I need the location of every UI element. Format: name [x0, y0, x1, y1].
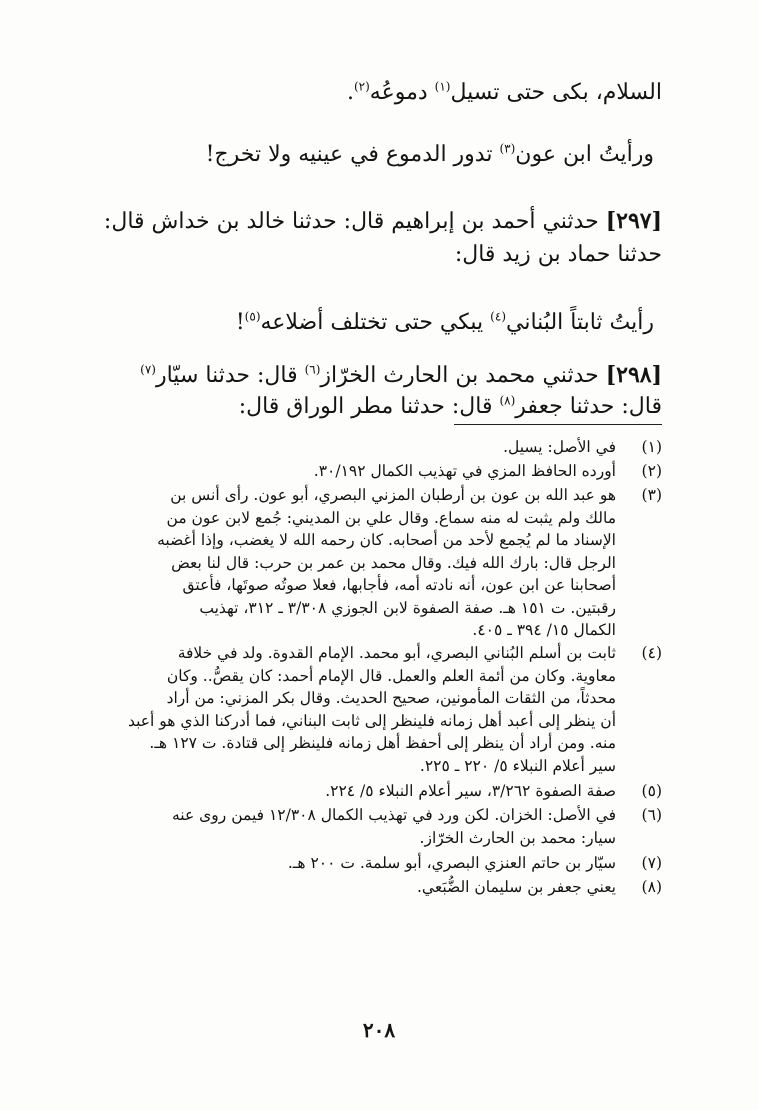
- main-text: حدثني أحمد بن إبراهيم قال: حدثنا خالد بن خداش قال:: [103, 209, 606, 234]
- footnote-text: سير أعلام النبلاء ٥/ ٢٢٠ ـ ٢٢٥.: [419, 756, 616, 775]
- footnote-text: صفة الصفوة ٣/٢٦٢، سير أعلام النبلاء ٥/ ٢٢٤.: [325, 782, 616, 800]
- footnote-text: منه. ومن أراد أن ينظر إلى أحفظ أهل زمانه فلينظر إلى قتادة. ت ١٢٧ هـ.: [149, 734, 616, 752]
- main-text: ورأيتُ ابن عون: [515, 142, 654, 167]
- footnote-ref[interactable]: (٥): [244, 309, 261, 324]
- footnote-text: الإسناد ما لم يُجمع لأحد من أصحابه. كان رحمه الله لا يغضب، وإذا أغضبه: [157, 531, 616, 549]
- footnote-1: [96, 436, 662, 459]
- footnote-6: [96, 804, 662, 849]
- main-text: حدثنا حماد بن زيد قال:: [454, 242, 662, 267]
- footnote-text: الرجل قال: بارك الله فيك. وقال محمد بن عمر بن حرب: قال لنا بعض: [171, 553, 616, 572]
- hadith-number: [٢٩٧]: [605, 208, 662, 234]
- footnote-text: رقبتين. ت ١٥١ هـ. صفة الصفوة لابن الجوزي ٣/٣٠٨ ـ ٣١٢، تهذيب: [199, 598, 616, 617]
- footnote-8: [96, 876, 662, 899]
- main-text: يبكي حتى تختلف أضلاعه: [260, 310, 491, 335]
- main-text: حدثني محمد بن الحارث الخرّاز: [320, 363, 606, 388]
- footnote-ref[interactable]: (١): [434, 79, 451, 94]
- footnote-text: أن ينظر إلى أعبد أهل زمانه فلينظر إلى ثابت البناني، فما أدركنا الذي هو أعبد: [127, 711, 616, 730]
- footnote-number: (٢): [641, 462, 662, 480]
- hadith-298-line-2: [96, 392, 662, 422]
- footnote-3: [96, 484, 662, 642]
- footnote-ref[interactable]: (٧): [140, 362, 156, 377]
- footnote-text: يعني جعفر بن سليمان الضُّبَعي.: [417, 878, 616, 896]
- page-number: ٢٠٨: [362, 1018, 396, 1042]
- footnote-text: الكمال ١٥/ ٣٩٤ ـ ٤٠٥.: [472, 621, 616, 639]
- footnote-text: سيار: محمد بن الحارث الخرّاز.: [419, 828, 616, 847]
- footnote-text: في الأصل: الخزان. لكن ورد في تهذيب الكمال ١٢/٣٠٨ فيمن روى عنه: [172, 806, 616, 824]
- main-text: قال: حدثنا مطر الوراق قال:: [238, 394, 500, 419]
- main-text: السلام، بكى حتى تسيل: [450, 80, 662, 105]
- main-line-1: [96, 78, 662, 108]
- main-text: .: [346, 80, 354, 105]
- main-text: قال: حدثنا جعفر: [515, 394, 662, 419]
- footnote-ref[interactable]: (٣): [499, 141, 516, 156]
- footnote-number: (٣): [641, 486, 662, 504]
- footnote-text: محدثاً، من الثقات المأمونين، صحيح الحديث. وقال بكر المزني: من أراد: [166, 689, 616, 707]
- footnote-number: (٥): [641, 782, 662, 800]
- main-text: قال: حدثنا سيّار: [155, 363, 305, 388]
- footnote-ref[interactable]: (٢): [353, 79, 370, 94]
- main-text: دموعُه: [369, 80, 435, 105]
- footnote-separator: [454, 424, 662, 425]
- footnote-text: سيّار بن حاتم العنزي البصري، أبو سلمة. ت ٢٠٠ هـ.: [287, 854, 616, 872]
- footnote-text: أصحابنا عن ابن عون، أنه نادته أمه، فأجابها، فعلا صوتُه صوتَها، فأعتق: [182, 576, 616, 594]
- main-text: رأيتُ ثابتاً البُناني: [506, 310, 654, 335]
- footnote-text: ثابت بن أسلم البُناني البصري، أبو محمد. الإمام القدوة. ولد في خلافة: [177, 644, 616, 662]
- hadith-number: [٢٩٨]: [605, 362, 662, 388]
- footnote-number: (٧): [641, 854, 662, 872]
- hadith-298-line-1: [96, 360, 662, 391]
- main-text: تدور الدموع في عينيه ولا تخرج!: [205, 142, 500, 167]
- footnote-2: [96, 460, 662, 483]
- footnote-ref[interactable]: (٤): [490, 309, 506, 324]
- hadith-297-line-2: [96, 240, 662, 270]
- footnote-text: مالك ولم يثبت له منه سماع. وقال علي بن المديني: جُمع لابن عون من: [166, 508, 616, 527]
- footnote-text: في الأصل: يسيل.: [503, 438, 616, 456]
- footnote-number: (٤): [641, 644, 662, 662]
- footnote-text: هو عبد الله بن عون بن أرطبان المزني البصري، أبو عون. رأى أنس بن: [170, 486, 616, 504]
- footnote-number: (٨): [641, 878, 662, 896]
- main-line-2: [96, 140, 654, 170]
- footnote-4: [96, 642, 662, 777]
- footnote-number: (١): [641, 438, 662, 456]
- footnote-number: (٦): [641, 806, 662, 824]
- footnote-5: [96, 780, 662, 803]
- footnote-ref[interactable]: (٨): [499, 393, 516, 408]
- footnote-text: معاوية. وكان من أئمة العلم والعمل. قال الإمام أحمد: كان يقصُّ.. وكان: [166, 666, 616, 685]
- footnote-text: أورده الحافظ المزي في تهذيب الكمال ٣٠/١٩٢.: [313, 462, 616, 480]
- footnote-7: [96, 852, 662, 875]
- footnote-ref[interactable]: (٦): [304, 362, 321, 377]
- main-text: !: [235, 310, 245, 335]
- hadith-297-line-1: [96, 206, 662, 237]
- main-line-5: [96, 308, 654, 338]
